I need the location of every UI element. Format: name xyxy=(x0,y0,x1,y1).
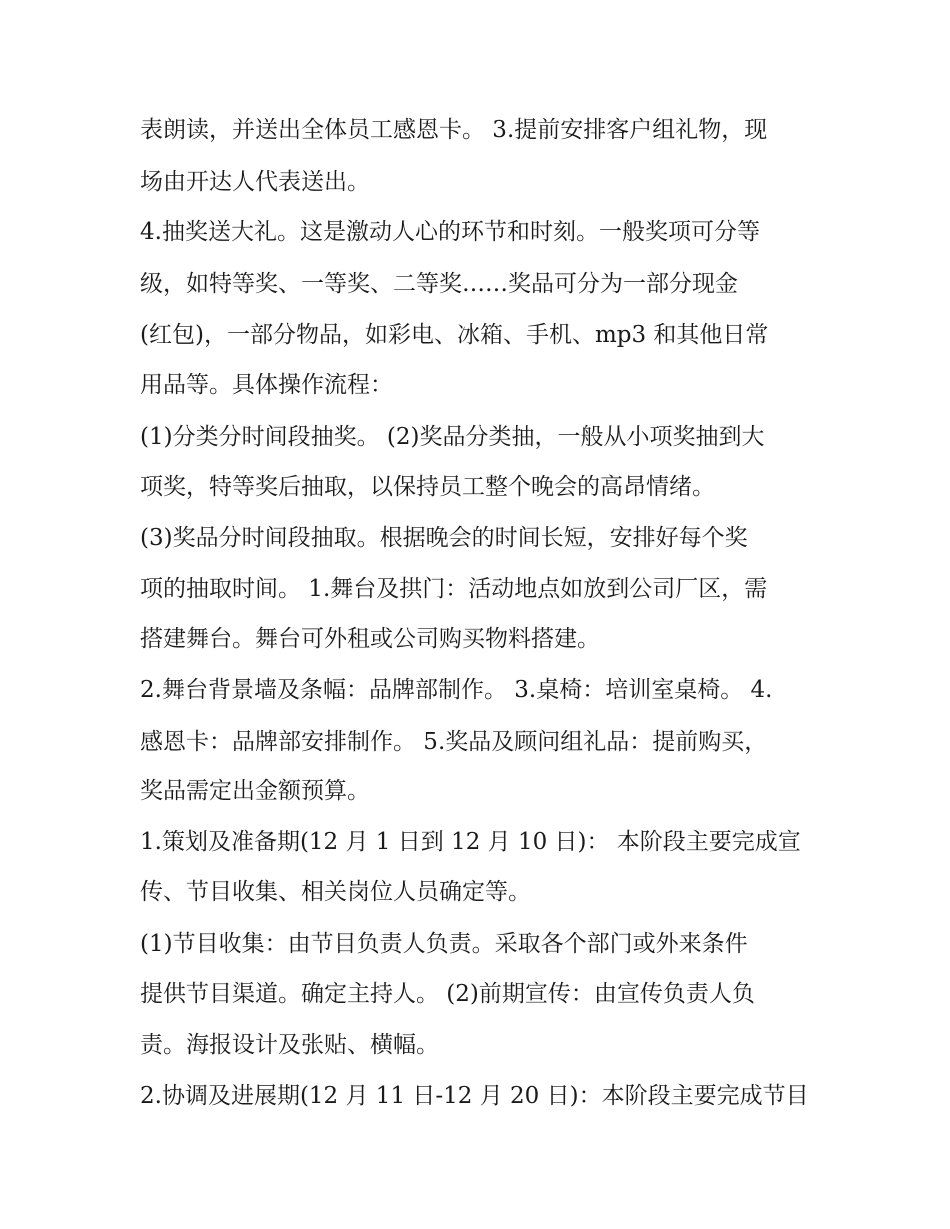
text-line: 场由开达人代表送出。 xyxy=(140,169,370,195)
text-line: 奖品需定出金额预算。 xyxy=(140,778,370,804)
text-line: 用品等。具体操作流程： xyxy=(140,372,393,398)
text-line: 级，如特等奖、一等奖、二等奖……奖品可分为一部分现金 xyxy=(140,271,738,297)
text-line: 责。海报设计及张贴、横幅。 xyxy=(140,1032,439,1058)
text-line: 4.抽奖送大礼。这是激动人心的环节和时刻。一般奖项可分等 xyxy=(140,219,760,245)
text-line: 2.舞台背景墙及条幅：品牌部制作。 3.桌椅：培训室桌椅。 4. xyxy=(140,677,773,703)
text-line: (红包)，一部分物品，如彩电、冰箱、手机、mp3 和其他日常 xyxy=(140,322,769,348)
text-line: 传、节目收集、相关岗位人员确定等。 xyxy=(140,879,531,905)
text-line: 项奖，特等奖后抽取，以保持员工整个晚会的高昂情绪。 xyxy=(140,474,715,500)
text-line: 搭建舞台。舞台可外租或公司购买物料搭建。 xyxy=(140,626,600,652)
text-line: 提供节目渠道。确定主持人。 (2)前期宣传：由宣传负责人负 xyxy=(140,981,755,1007)
text-line: 感恩卡：品牌部安排制作。 5.奖品及顾问组礼品：提前购买， xyxy=(140,729,768,755)
text-line: (1)节目收集：由节目负责人负责。采取各个部门或外来条件 xyxy=(140,931,748,957)
text-line: 表朗读，并送出全体员工感恩卡。 3.提前安排客户组礼物，现 xyxy=(140,117,768,143)
text-line: (1)分类分时间段抽奖。 (2)奖品分类抽，一般从小项奖抽到大 xyxy=(140,424,765,450)
text-line: 项的抽取时间。 1.舞台及拱门：活动地点如放到公司厂区，需 xyxy=(140,576,768,602)
text-line: (3)奖品分时间段抽取。根据晚会的时间长短，安排好每个奖 xyxy=(140,525,748,551)
text-line: 1.策划及准备期(12 月 1 日到 12 月 10 日)： 本阶段主要完成宣 xyxy=(140,829,801,855)
text-line: 2.协调及进展期(12 月 11 日-12 月 20 日)：本阶段主要完成节目 xyxy=(140,1083,809,1109)
